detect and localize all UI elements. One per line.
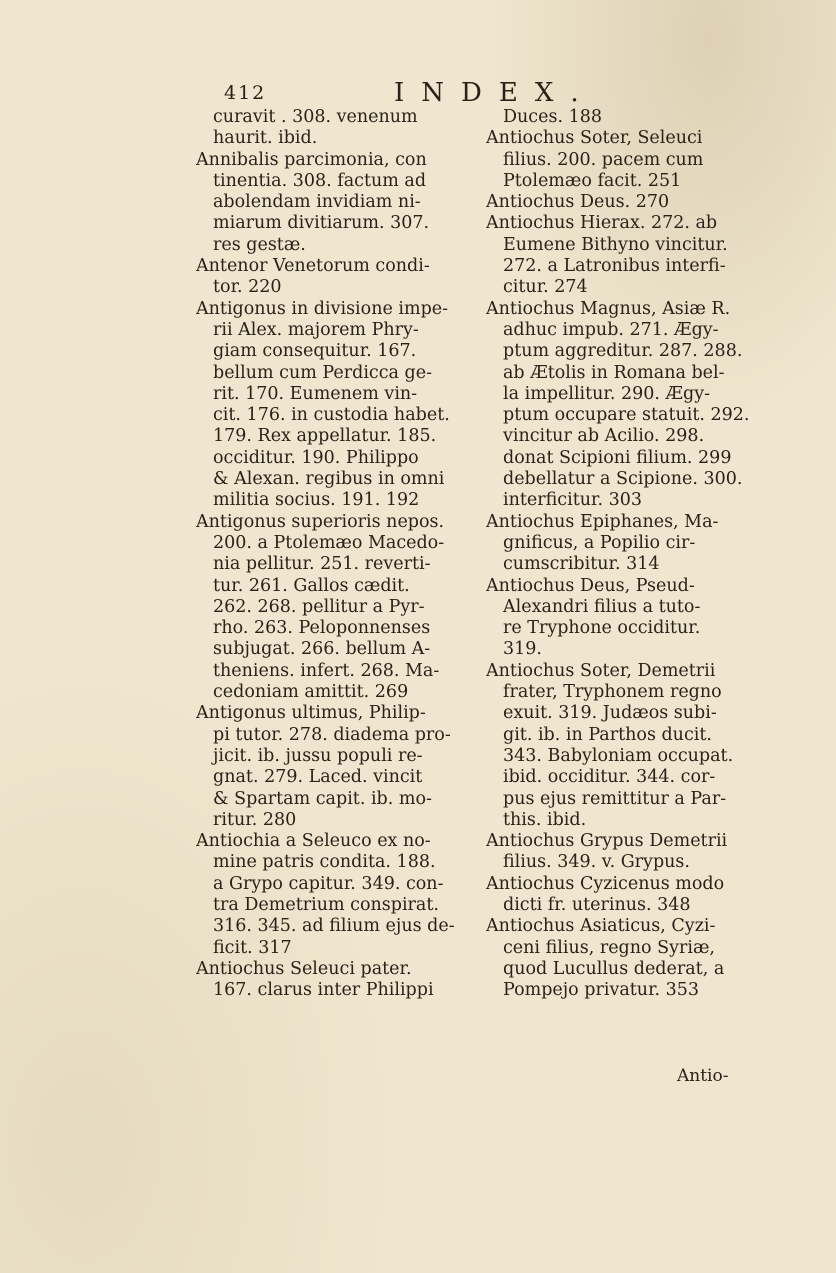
index-line: Antiochus Grypus Demetrii — [486, 831, 728, 852]
index-line: curavit . 308. venenum — [213, 107, 418, 127]
index-line: gnificus, a Popilio cir- — [503, 532, 696, 553]
index-column-right — [486, 107, 778, 1001]
index-line: nia pellitur. 251. reverti- — [213, 554, 431, 575]
index-line: ficit. 317 — [213, 937, 292, 958]
index-line: ptum aggreditur. 287. 288. — [503, 341, 743, 362]
index-line: dicti fr. uterinus. 348 — [503, 894, 691, 915]
index-line: Pompejo privatur. 353 — [503, 980, 700, 1001]
index-line: re Tryphone occiditur. — [503, 618, 701, 639]
index-line: Antiochus Deus, Pseud- — [486, 575, 695, 596]
index-line: la impellitur. 290. Ægy- — [503, 383, 711, 404]
index-line: Antigonus ultimus, Philip- — [196, 703, 426, 724]
index-line: 200. a Ptolemæo Macedo- — [213, 532, 445, 553]
index-line: tinentia. 308. factum ad — [213, 170, 427, 191]
index-line: Antiochus Soter, Seleuci — [486, 128, 703, 149]
index-line: 316. 345. ad filium ejus de- — [213, 916, 455, 937]
index-line: mine patris condita. 188. — [213, 852, 436, 873]
index-line: jicit. ib. jussu populi re- — [213, 745, 423, 766]
index-line: abolendam invidiam ni- — [213, 192, 421, 213]
index-line: Antiochia a Seleuco ex no- — [196, 831, 431, 852]
index-line: gnat. 279. Laced. vincit — [213, 767, 423, 788]
index-line: bellum cum Perdicca ge- — [213, 362, 432, 383]
index-line: Antigonus in divisione impe- — [196, 298, 449, 319]
index-line: ritur. 280 — [213, 809, 297, 830]
index-line: exuit. 319. Judæos subi- — [503, 703, 717, 724]
index-line: cedoniam amittit. 269 — [213, 682, 409, 703]
index-line: cit. 176. in custodia habet. — [213, 405, 450, 426]
index-line: Duces. 188 — [503, 107, 602, 127]
index-line: pi tutor. 278. diadema pro- — [213, 724, 451, 745]
index-line: ptum occupare statuit. 292. — [503, 405, 750, 426]
index-line: quod Lucullus dederat, a — [503, 958, 725, 979]
index-line: ibid. occiditur. 344. cor- — [503, 767, 716, 788]
index-line: tur. 261. Gallos cædit. — [213, 575, 410, 596]
index-line: militia socius. 191. 192 — [213, 490, 420, 511]
index-line: donat Scipioni filium. 299 — [503, 447, 732, 468]
index-line: 319. — [503, 639, 542, 660]
index-line: 272. a Latronibus interfi- — [503, 256, 726, 277]
index-line: Alexandri filius a tuto- — [503, 596, 701, 617]
index-line: Ptolemæo facit. 251 — [503, 170, 682, 191]
index-line: res gestæ. — [213, 234, 306, 255]
index-line: Antiochus Hierax. 272. ab — [486, 213, 718, 234]
index-line: Antiochus Magnus, Asiæ R. — [486, 298, 731, 319]
index-line: frater, Tryphonem regno — [503, 682, 722, 703]
index-line: vincitur ab Acilio. 298. — [503, 426, 705, 447]
index-line: adhuc impub. 271. Ægy- — [503, 319, 719, 340]
index-line: git. ib. in Parthos ducit. — [503, 724, 712, 745]
index-line: Antiochus Soter, Demetrii — [486, 660, 716, 681]
index-line: 343. Babyloniam occupat. — [503, 745, 734, 766]
index-line: subjugat. 266. bellum A- — [213, 639, 431, 660]
index-line: cumscribitur. 314 — [503, 554, 660, 575]
index-line: Eumene Bithyno vincitur. — [503, 234, 728, 255]
index-line: haurit. ibid. — [213, 128, 318, 149]
index-line: filius. 200. pacem cum — [503, 149, 704, 170]
catchword: Antio- — [677, 1066, 729, 1086]
page-number: 412 — [224, 82, 267, 104]
index-line: miarum divitiarum. 307. — [213, 213, 430, 234]
index-line: Antiochus Deus. 270 — [486, 192, 670, 213]
index-line: interficitur. 303 — [503, 490, 642, 511]
index-line: pus ejus remittitur a Par- — [503, 788, 727, 809]
index-line: Antigonus superioris nepos. — [196, 511, 445, 532]
index-line: 179. Rex appellatur. 185. — [213, 426, 437, 447]
index-line: ceni filius, regno Syriæ, — [503, 937, 715, 958]
index-line: 167. clarus inter Philippi — [213, 980, 434, 1001]
index-line: tor. 220 — [213, 277, 282, 298]
index-column-left — [196, 107, 480, 1001]
index-line: giam consequitur. 167. — [213, 341, 417, 362]
running-title: INDEX. — [394, 78, 596, 108]
index-line: ab Ætolis in Romana bel- — [503, 362, 725, 383]
index-line: citur. 274 — [503, 277, 588, 298]
index-line: Annibalis parcimonia, con — [196, 149, 427, 170]
index-line: Antiochus Asiaticus, Cyzi- — [486, 916, 716, 937]
index-line: tra Demetrium conspirat. — [213, 894, 439, 915]
index-line: Antiochus Epiphanes, Ma- — [486, 511, 719, 532]
page-header — [220, 78, 780, 108]
index-line: this. ibid. — [503, 809, 587, 830]
index-line: debellatur a Scipione. 300. — [503, 469, 743, 490]
index-line: Antenor Venetorum condi- — [196, 256, 430, 277]
index-line: rii Alex. majorem Phry- — [213, 319, 419, 340]
index-line: rho. 263. Peloponnenses — [213, 618, 431, 639]
index-line: rit. 170. Eumenem vin- — [213, 383, 418, 404]
index-line: occiditur. 190. Philippo — [213, 447, 419, 468]
index-line: & Alexan. regibus in omni — [213, 469, 445, 490]
index-line: 262. 268. pellitur a Pyr- — [213, 596, 425, 617]
index-line: & Spartam capit. ib. mo- — [213, 788, 432, 809]
index-line: theniens. infert. 268. Ma- — [213, 660, 440, 681]
index-line: a Grypo capitur. 349. con- — [213, 873, 444, 894]
index-line: Antiochus Cyzicenus modo — [486, 873, 725, 894]
index-line: Antiochus Seleuci pater. — [196, 958, 412, 979]
index-line: filius. 349. v. Grypus. — [503, 852, 690, 873]
